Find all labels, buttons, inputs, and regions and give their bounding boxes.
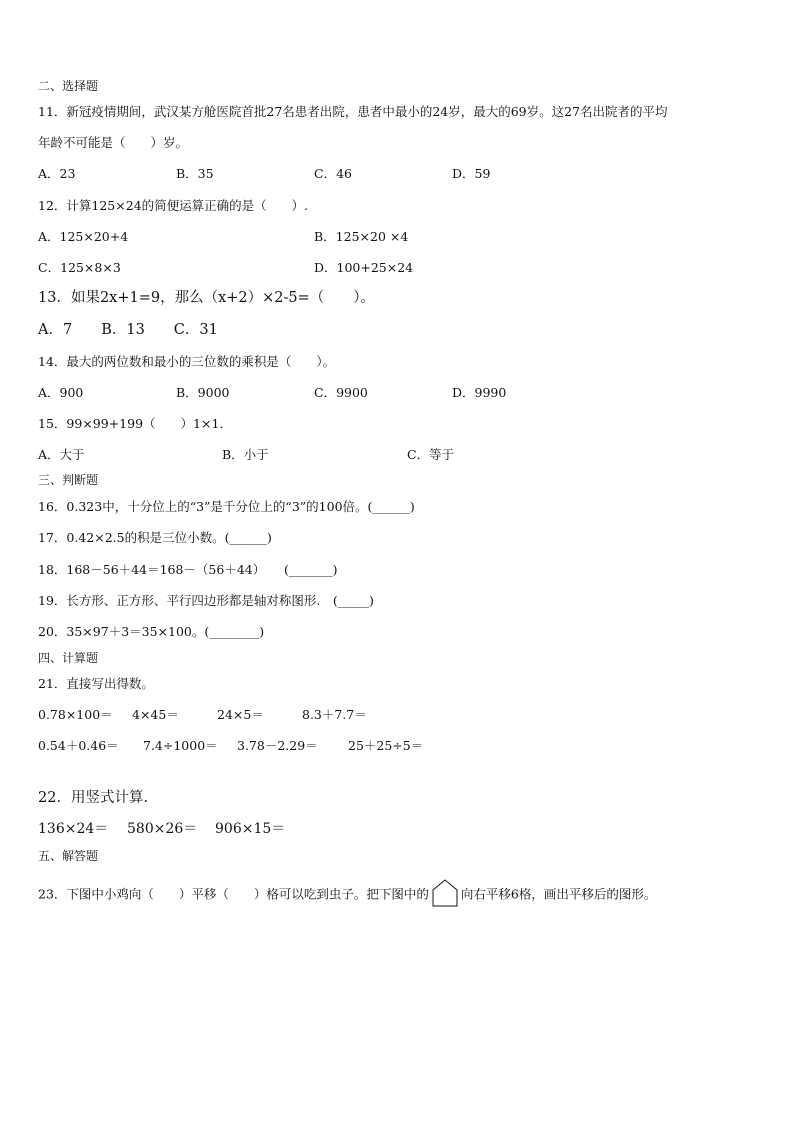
q21-item: 8.3＋7.7＝ [302, 707, 367, 722]
question-13-text: 13．如果2x+1=9，那么（x+2）×2-5=（ ）。 [38, 290, 376, 306]
question-18-text: 18．168－56＋44＝168－（56＋44） (_______) [38, 562, 338, 577]
q21-item: 7.4÷1000＝ [143, 738, 218, 753]
question-23-text-after: 向右平移6格，画出平移后的图形。 [460, 886, 657, 902]
question-22-title: 22．用竖式计算. [38, 790, 149, 806]
q11-option-d: D．59 [452, 166, 491, 181]
question-23-text-before: 23．下图中小鸡向（ ）平移（ ）格可以吃到虫子。把下图中的 [38, 886, 429, 902]
q11-option-b: B．35 [176, 166, 214, 181]
q22-item: 906×15＝ [215, 821, 286, 837]
question-17-text: 17．0.42×2.5的积是三位小数。(______) [38, 530, 272, 545]
question-23-text [38, 878, 656, 912]
q14-option-a: A．900 [38, 385, 84, 400]
question-14-text: 14．最大的两位数和最小的三位数的乘积是（ ）。 [38, 354, 336, 369]
q15-option-b: B．小于 [222, 447, 269, 462]
q14-option-b: B．9000 [176, 385, 230, 400]
q11-option-c: C．46 [314, 166, 352, 181]
question-16-text: 16．0.323中，十分位上的“3”是千分位上的“3”的100倍。(______) [38, 499, 415, 514]
q13-options: A．7 B．13 C．31 [38, 322, 218, 338]
q12-option-b: B．125×20 ×4 [314, 229, 409, 244]
question-19-text: 19．长方形、正方形、平行四边形都是轴对称图形. (_____) [38, 593, 374, 608]
question-12-text: 12．计算125×24的简便运算正确的是（ ）. [38, 198, 309, 213]
q14-option-c: C．9900 [314, 385, 368, 400]
section-heading-judge: 三、判断题 [38, 473, 99, 487]
q12-option-d: D．100+25×24 [314, 260, 414, 275]
section-heading-compute: 四、计算题 [38, 651, 99, 665]
q15-option-c: C．等于 [407, 447, 455, 462]
question-20-text: 20．35×97＋3＝35×100。(________) [38, 624, 265, 639]
question-15-text: 15．99×99+199（ ）1×1. [38, 416, 224, 431]
q21-item: 25＋25÷5＝ [348, 738, 424, 753]
question-21-title: 21．直接写出得数。 [38, 676, 154, 691]
q21-item: 4×45＝ [132, 707, 179, 722]
q21-item: 0.54＋0.46＝ [38, 738, 119, 753]
q22-item: 580×26＝ [127, 821, 198, 837]
question-11-text-cont: 年龄不可能是（ ）岁。 [38, 135, 189, 150]
q14-option-d: D．9990 [452, 385, 507, 400]
section-heading-solve: 五、解答题 [38, 849, 99, 863]
q22-item: 136×24＝ [38, 821, 109, 837]
q12-option-c: C．125×8×3 [38, 260, 121, 275]
q21-item: 0.78×100＝ [38, 707, 113, 722]
q21-item: 3.78－2.29＝ [237, 738, 318, 753]
q21-item: 24×5＝ [217, 707, 264, 722]
q11-option-a: A．23 [38, 166, 76, 181]
q12-option-a: A．125×20+4 [38, 229, 129, 244]
house-pentagon-icon [431, 878, 459, 912]
question-11-text: 11．新冠疫情期间，武汉某方舱医院首批27名患者出院，患者中最小的24岁，最大的69岁。这27名出院者的平均 [38, 104, 668, 119]
q15-option-a: A．大于 [38, 447, 85, 462]
section-heading-choice: 二、选择题 [38, 79, 99, 93]
